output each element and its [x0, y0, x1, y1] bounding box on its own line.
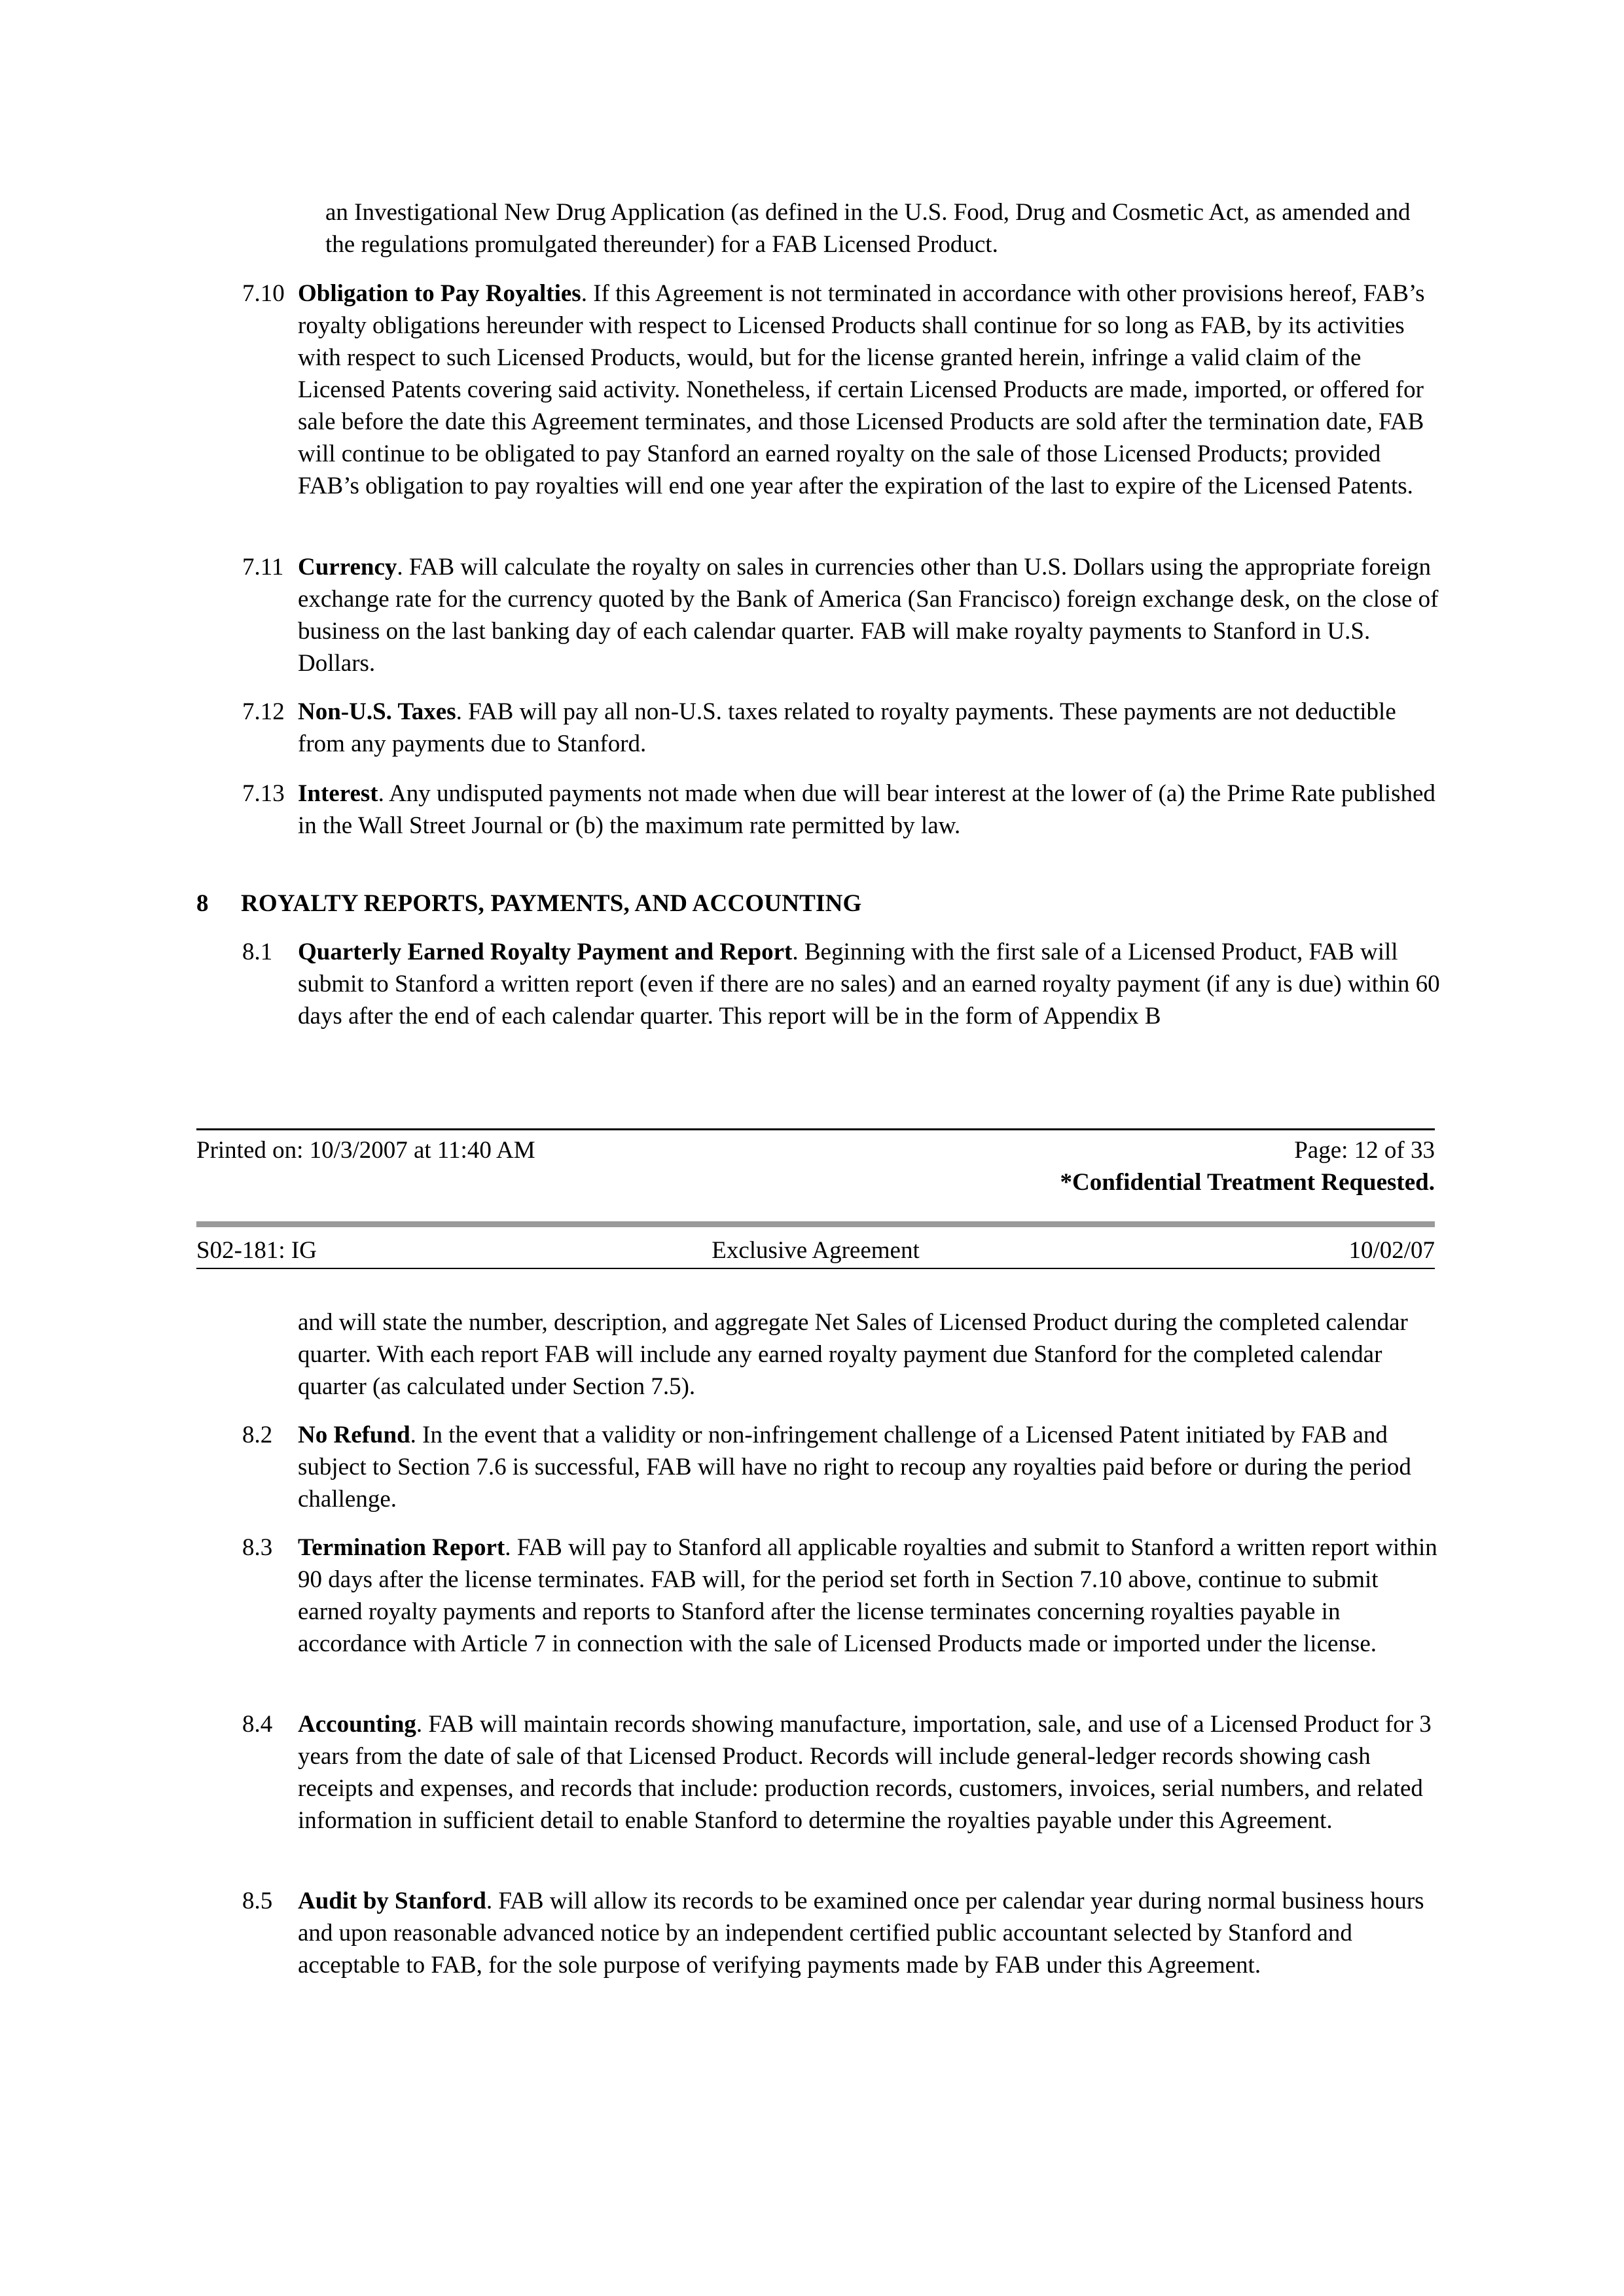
clause-number: 8.2	[242, 1422, 273, 1448]
clause-title: Accounting	[298, 1711, 416, 1738]
clause-title: No Refund	[298, 1422, 410, 1448]
continuation-paragraph: an Investigational New Drug Application (as defined in the U.S. Food, Drug and Cosmetic Act, as amended and the regulations promulgated thereunder) for a FAB Licensed Product.	[325, 199, 1411, 258]
clause-text: . Beginning with the first sale of a Licensed Product, FAB will submit to Stanford a written report (even if there are no sales) and an earned royalty payment (if any is due) within 60 days after the end of each calendar quarter. This report will be in the form of Appendix B	[298, 939, 1440, 1030]
confidential-notice: *Confidential Treatment Requested.	[1060, 1169, 1435, 1196]
page-footer	[196, 1134, 1435, 1200]
clause-number: 7.10	[242, 280, 285, 307]
printed-on: Printed on: 10/3/2007 at 11:40 AM	[196, 1137, 535, 1164]
clause-7-11	[242, 551, 1440, 679]
clause-number: 8.3	[242, 1534, 273, 1561]
clause-title: Non-U.S. Taxes	[298, 698, 456, 725]
clause-text: . If this Agreement is not terminated in accordance with other provisions hereof, FAB’s royalty obligations hereunder with respect to Licensed Products shall continue for so long as FAB, by its activities with respect to such Licensed Products, would, but for the license granted herein, infringe a valid claim of the Licensed Patents covering said activity. Nonetheless, if certain Licensed Products are made, imported, or offered for sale before the date this Agreement terminates, and those Licensed Products are sold after the termination date, FAB will continue to be obligated to pay Stanford an earned royalty on the sale of those Licensed Products; provided FAB’s obligation to pay royalties will end one year after the expiration of the last to expire of the Licensed Patents.	[298, 280, 1425, 499]
clause-8-2	[242, 1419, 1440, 1515]
clause-title: Termination Report	[298, 1534, 505, 1561]
footer-rule	[196, 1128, 1435, 1130]
clause-8-5	[242, 1885, 1440, 1981]
clause-title: Quarterly Earned Royalty Payment and Report	[298, 939, 793, 965]
section-title: ROYALTY REPORTS, PAYMENTS, AND ACCOUNTING	[241, 890, 862, 917]
section-number: 8	[196, 890, 209, 917]
clause-title: Obligation to Pay Royalties	[298, 280, 581, 307]
clause-8-3	[242, 1532, 1440, 1660]
clause-number: 8.4	[242, 1711, 273, 1738]
clause-title: Currency	[298, 554, 397, 581]
document-title: Exclusive Agreement	[712, 1237, 920, 1264]
clause-7-10	[242, 278, 1440, 502]
clause-text: . Any undisputed payments not made when due will bear interest at the lower of (a) the Prime Rate published in the Wall Street Journal or (b) the maximum rate permitted by law.	[298, 780, 1435, 839]
clause-number: 8.5	[242, 1888, 273, 1914]
section-heading	[196, 888, 862, 920]
clause-text: . FAB will maintain records showing manufacture, importation, sale, and use of a Licensed Product for 3 years from the date of sale of that Licensed Product. Records will include general-ledger records showing cash receipts and expenses, and records that include: production records, customers, invoices, serial numbers, and related information in sufficient detail to enable Stanford to determine the royalties payable under this Agreement.	[298, 1711, 1432, 1834]
clause-text: . FAB will allow its records to be examined once per calendar year during normal business hours and upon reasonable advanced notice by an independent certified public accountant selected by Stanford and acceptable to FAB, for the sole purpose of verifying payments made by FAB under this Agreement.	[298, 1888, 1424, 1979]
clause-text: . FAB will pay to Stanford all applicable royalties and submit to Stanford a written report within 90 days after the license terminates. FAB will, for the period set forth in Section 7.10 above, continue to submit earned royalty payments and reports to Stanford after the license terminates concerning royalties payable in accordance with Article 7 in connection with the sale of Licensed Products made or imported under the license.	[298, 1534, 1437, 1657]
clause-text: . FAB will pay all non-U.S. taxes related to royalty payments. These payments are not deductible from any payments due to Stanford.	[298, 698, 1396, 757]
page-separator-rule	[196, 1221, 1435, 1227]
clause-8-4	[242, 1708, 1440, 1837]
clause-title: Interest	[298, 780, 378, 807]
clause-text: . FAB will calculate the royalty on sales in currencies other than U.S. Dollars using the appropriate foreign exchange rate for the currency quoted by the Bank of America (San Francisco) foreign exchange desk, on the close of business on the last banking day of each calendar quarter. FAB will make royalty payments to Stanford in U.S. Dollars.	[298, 554, 1439, 677]
clause-number: 7.12	[242, 698, 285, 725]
header-rule	[196, 1268, 1435, 1269]
clause-7-12	[242, 696, 1440, 760]
clause-number: 7.11	[242, 554, 284, 581]
continuation-paragraph: and will state the number, description, and aggregate Net Sales of Licensed Product during the completed calendar quarter. With each report FAB will include any earned royalty payment due Stanford for the completed calendar quarter (as calculated under Section 7.5).	[298, 1309, 1408, 1400]
clause-8-1	[242, 936, 1440, 1032]
clause-7-13	[242, 778, 1440, 842]
page-number: Page: 12 of 33	[1294, 1137, 1435, 1164]
clause-text: . In the event that a validity or non-infringement challenge of a Licensed Patent initiated by FAB and subject to Section 7.6 is successful, FAB will have no right to recoup any royalties paid before or during the period challenge.	[298, 1422, 1411, 1513]
document-id: S02-181: IG	[196, 1237, 317, 1264]
document-date: 10/02/07	[1348, 1237, 1435, 1264]
clause-number: 8.1	[242, 939, 273, 965]
clause-title: Audit by Stanford	[298, 1888, 486, 1914]
page-header	[196, 1234, 1435, 1267]
clause-number: 7.13	[242, 780, 285, 807]
